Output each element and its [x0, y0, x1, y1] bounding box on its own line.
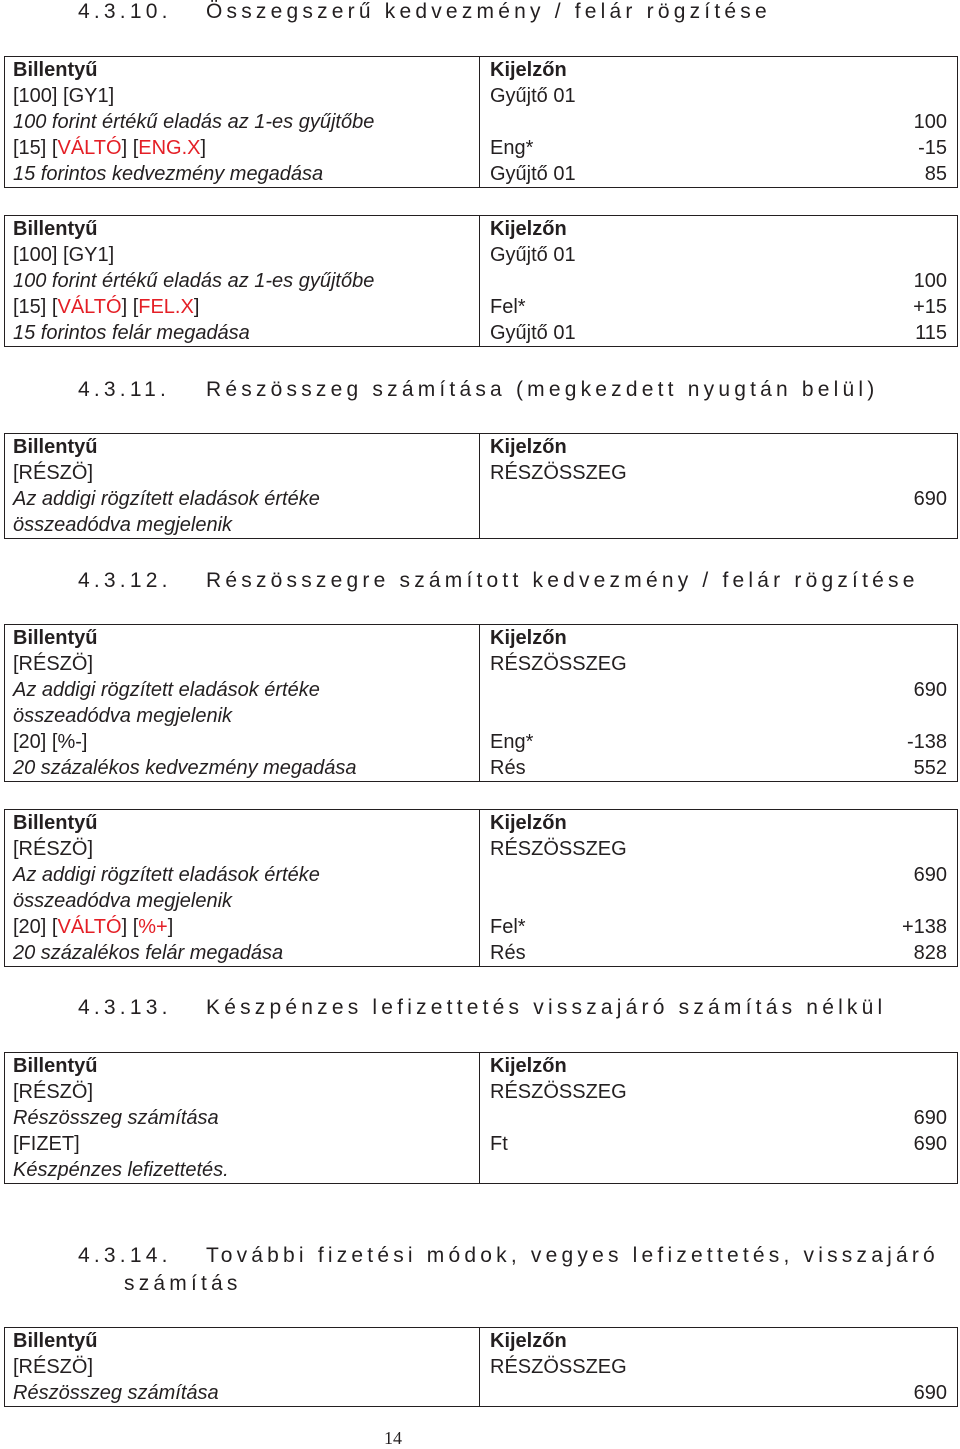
display-value: 690	[913, 1382, 947, 1404]
display-value: 100	[913, 270, 947, 292]
key-description: Az addigi rögzített eladások értéke	[13, 864, 320, 886]
section-title: Összegszerű kedvezmény / felár rögzítése	[206, 0, 771, 23]
display-text: Gyűjtő 01	[490, 163, 576, 185]
display-value: +138	[901, 916, 947, 938]
display-line: Gyűjtő 01	[490, 244, 576, 266]
key-text: ] [	[121, 137, 139, 159]
column-header-key: Billentyű	[13, 812, 98, 834]
key-description: összeadódva megjelenik	[13, 705, 233, 727]
section-title: További fizetési módok, vegyes lefizettetés, visszajáró	[206, 1244, 939, 1267]
column-header-key: Billentyű	[13, 1330, 98, 1352]
key-table-surcharge-amount	[4, 215, 958, 347]
section-number: 4.3.10.	[78, 0, 172, 23]
key-description: Az addigi rögzített eladások értéke	[13, 679, 320, 701]
key-line: [100] [GY1]	[13, 244, 115, 266]
display-line	[480, 512, 957, 538]
display-line	[480, 677, 957, 703]
section-number: 4.3.14.	[78, 1244, 172, 1267]
key-line: [RÉSZÖ]	[13, 462, 94, 484]
key-text: [20] [	[13, 916, 58, 938]
display-value: 100	[913, 111, 947, 133]
display-text: Fel*	[490, 916, 526, 938]
key-description: 100 forint értékű eladás az 1-es gyűjtőbe	[13, 111, 375, 133]
display-line: RÉSZÖSSZEG	[490, 1081, 627, 1103]
key-description: Részösszeg számítása	[13, 1382, 219, 1404]
key-eng-x: ENG.X	[138, 137, 201, 159]
key-description: 15 forintos kedvezmény megadása	[13, 163, 324, 185]
key-valto: VÁLTÓ	[57, 296, 122, 318]
section-heading-4-3-14	[78, 1242, 939, 1298]
display-text: Eng*	[490, 137, 534, 159]
key-description: Készpénzes lefizettetés.	[13, 1159, 229, 1181]
key-table-other-payment	[4, 1327, 958, 1407]
display-value: -138	[906, 731, 947, 753]
section-title-continuation: számítás	[124, 1272, 242, 1295]
key-line	[5, 914, 479, 940]
display-line	[480, 1131, 957, 1157]
key-description: 20 százalékos felár megadása	[13, 942, 284, 964]
display-line	[480, 940, 957, 966]
column-header-key: Billentyű	[13, 218, 98, 240]
key-valto: VÁLTÓ	[57, 137, 122, 159]
column-header-key: Billentyű	[13, 1055, 98, 1077]
display-value: 690	[913, 864, 947, 886]
display-line: RÉSZÖSSZEG	[490, 653, 627, 675]
key-line	[5, 135, 479, 161]
key-line: [RÉSZÖ]	[13, 1356, 94, 1378]
column-header-display: Kijelzőn	[490, 1055, 567, 1077]
key-line: [RÉSZÖ]	[13, 838, 94, 860]
key-table-subtotal-surcharge	[4, 809, 958, 967]
display-column	[480, 810, 958, 967]
key-column	[5, 1053, 480, 1184]
column-header-display: Kijelzőn	[490, 1330, 567, 1352]
column-header-key: Billentyű	[13, 627, 98, 649]
section-number: 4.3.11.	[78, 378, 171, 401]
page-number: 14	[384, 1428, 402, 1448]
key-column	[5, 810, 480, 967]
key-column	[5, 625, 480, 782]
display-column	[480, 625, 958, 782]
key-table-discount-amount	[4, 56, 958, 188]
section-title: Készpénzes lefizettetés visszajáró számítás nélkül	[206, 996, 887, 1019]
display-line	[480, 888, 957, 914]
display-text: Eng*	[490, 731, 534, 753]
section-heading-4-3-13	[78, 996, 886, 1020]
column-header-display: Kijelzőn	[490, 59, 567, 81]
key-percent-plus: %+	[138, 916, 168, 938]
display-value: 85	[924, 163, 947, 185]
display-column	[480, 1328, 958, 1407]
column-header-key: Billentyű	[13, 436, 98, 458]
key-description: összeadódva megjelenik	[13, 514, 233, 536]
display-value: 690	[913, 1133, 947, 1155]
key-line: [RÉSZÖ]	[13, 653, 94, 675]
display-text: Rés	[490, 757, 526, 779]
display-line	[480, 294, 957, 320]
display-value: 552	[913, 757, 947, 779]
section-heading-4-3-10	[78, 0, 771, 24]
section-number: 4.3.13.	[78, 996, 172, 1019]
key-description: Részösszeg számítása	[13, 1107, 219, 1129]
key-table-subtotal-discount	[4, 624, 958, 782]
display-column	[480, 434, 958, 539]
key-description: 100 forint értékű eladás az 1-es gyűjtőbe	[13, 270, 375, 292]
column-header-display: Kijelzőn	[490, 812, 567, 834]
display-column	[480, 1053, 958, 1184]
key-column	[5, 1328, 480, 1407]
display-line: RÉSZÖSSZEG	[490, 462, 627, 484]
display-line	[480, 109, 957, 135]
display-text: Ft	[490, 1133, 508, 1155]
display-line	[480, 862, 957, 888]
key-text: ]	[193, 296, 200, 318]
key-text: ] [	[121, 296, 139, 318]
display-value: 690	[913, 1107, 947, 1129]
display-line	[480, 161, 957, 187]
key-column	[5, 434, 480, 539]
display-text: Rés	[490, 942, 526, 964]
display-column	[480, 216, 958, 347]
display-line	[480, 1157, 957, 1183]
column-header-key: Billentyű	[13, 59, 98, 81]
display-text: Gyűjtő 01	[490, 322, 576, 344]
display-column	[480, 57, 958, 188]
column-header-display: Kijelzőn	[490, 627, 567, 649]
key-line: [RÉSZÖ]	[13, 1081, 94, 1103]
display-value: +15	[913, 296, 947, 318]
display-value: 690	[913, 488, 947, 510]
display-line	[480, 486, 957, 512]
key-description: Az addigi rögzített eladások értéke	[13, 488, 320, 510]
key-line: [FIZET]	[13, 1133, 80, 1155]
display-line	[480, 320, 957, 346]
display-value: 828	[913, 942, 947, 964]
display-value: 690	[913, 679, 947, 701]
display-text: Fel*	[490, 296, 526, 318]
section-number: 4.3.12.	[78, 569, 172, 592]
key-text: [15] [	[13, 296, 58, 318]
key-text: ] [	[121, 916, 139, 938]
key-description: 20 százalékos kedvezmény megadása	[13, 757, 357, 779]
display-line	[480, 135, 957, 161]
section-title: Részösszeg számítása (megkezdett nyugtán belül)	[206, 378, 879, 401]
display-line: RÉSZÖSSZEG	[490, 1356, 627, 1378]
display-line	[480, 1380, 957, 1406]
key-table-subtotal	[4, 433, 958, 539]
display-line	[480, 268, 957, 294]
display-line	[480, 755, 957, 781]
key-line	[5, 294, 479, 320]
display-value: 115	[915, 322, 947, 344]
key-valto: VÁLTÓ	[57, 916, 122, 938]
key-line: [100] [GY1]	[13, 85, 115, 107]
key-column	[5, 57, 480, 188]
key-text: ]	[167, 916, 174, 938]
display-line	[480, 914, 957, 940]
display-value: -15	[918, 137, 947, 159]
display-line: Gyűjtő 01	[490, 85, 576, 107]
section-heading-4-3-11	[78, 378, 878, 402]
key-table-cash-payment	[4, 1052, 958, 1184]
display-line	[480, 1105, 957, 1131]
display-line	[480, 729, 957, 755]
key-column	[5, 216, 480, 347]
key-text: ]	[200, 137, 207, 159]
section-title: Részösszegre számított kedvezmény / felár rögzítése	[206, 569, 919, 592]
column-header-display: Kijelzőn	[490, 436, 567, 458]
key-description: 15 forintos felár megadása	[13, 322, 250, 344]
key-text: [15] [	[13, 137, 58, 159]
key-line: [20] [%-]	[13, 731, 88, 753]
column-header-display: Kijelzőn	[490, 218, 567, 240]
section-heading-4-3-12	[78, 569, 919, 593]
key-description: összeadódva megjelenik	[13, 890, 233, 912]
display-line	[480, 703, 957, 729]
display-line: RÉSZÖSSZEG	[490, 838, 627, 860]
key-fel-x: FEL.X	[138, 296, 194, 318]
